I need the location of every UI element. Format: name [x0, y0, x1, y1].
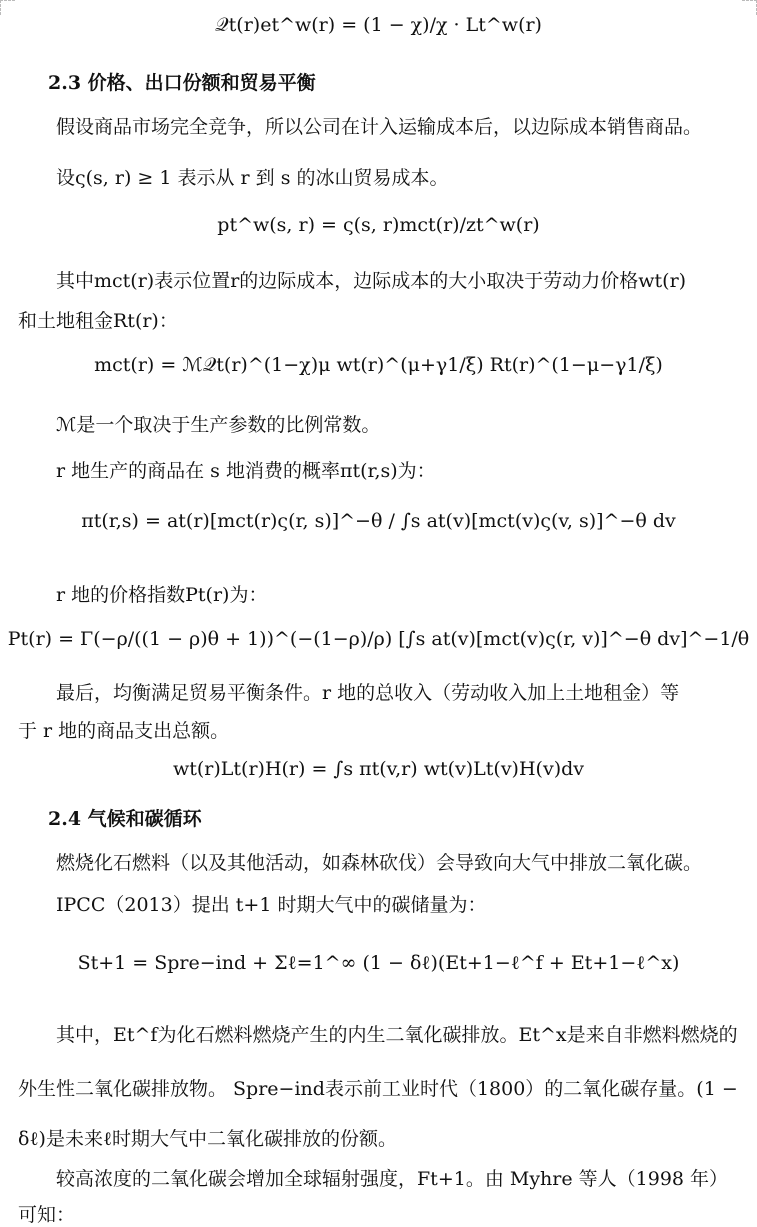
section-heading: 2.4 气候和碳循环: [48, 808, 202, 830]
paragraph-line: r 地的价格指数Pt(r)为：: [56, 584, 268, 606]
paragraph-line: 假设商品市场完全竞争，所以公司在计入运输成本后，以边际成本销售商品。: [56, 116, 703, 138]
paragraph-line: 设ς(s, r) ≥ 1 表示从 r 到 s 的冰山贸易成本。: [56, 167, 449, 189]
paragraph-line: 较高浓度的二氧化碳会增加全球辐射强度，Ft+1。由 Myhre 等人（1998 年）: [56, 1168, 729, 1190]
paragraph-line: 燃烧化石燃料（以及其他活动，如森林砍伐）会导致向大气中排放二氧化碳。: [56, 852, 703, 874]
paragraph-line: 最后，均衡满足贸易平衡条件。r 地的总收入（劳动收入加上土地租金）等: [56, 682, 680, 704]
crop-mark-top-left: [0, 0, 15, 15]
paragraph-line: 其中mct(r)表示位置r的边际成本，边际成本的大小取决于劳动力价格wt(r): [56, 270, 687, 292]
equation-line: 𝒬t(r)et^w(r) = (1 − χ)/χ · Lt^w(r): [215, 14, 542, 36]
paragraph-line: IPCC（2013）提出 t+1 时期大气中的碳储量为：: [56, 894, 487, 916]
paragraph-line: ℳ是一个取决于生产参数的比例常数。: [56, 414, 381, 436]
paragraph-line: 外生性二氧化碳排放物。 Spre−ind表示前工业时代（1800）的二氧化碳存量。(1 −: [18, 1078, 738, 1100]
equation-line: wt(r)Lt(r)H(r) = ∫s πt(v,r) wt(v)Lt(v)H(v)dv: [172, 758, 584, 780]
paragraph-line: 可知：: [18, 1204, 76, 1226]
equation-line: πt(r,s) = at(r)[mct(r)ς(r, s)]^−θ / ∫s at(v)[mct(v)ς(v, s)]^−θ dv: [81, 510, 676, 532]
paragraph-line: 其中，Et^f为化石燃料燃烧产生的内生二氧化碳排放。Et^x是来自非燃料燃烧的: [56, 1024, 738, 1046]
equation-line: mct(r) = ℳ𝒬t(r)^(1−χ)μ wt(r)^(μ+γ1/ξ) Rt(r)^(1−μ−γ1/ξ): [94, 354, 663, 376]
equation-line: Pt(r) = Γ(−ρ/((1 − ρ)θ + 1))^(−(1−ρ)/ρ) [∫s at(v)[mct(v)ς(r, v)]^−θ dv]^−1/θ: [7, 628, 750, 650]
paragraph-line: 于 r 地的商品支出总额。: [18, 720, 230, 742]
crop-mark-top-right: [742, 0, 757, 15]
section-heading: 2.3 价格、出口份额和贸易平衡: [48, 72, 316, 94]
paragraph-line: δℓ)是未来ℓ时期大气中二氧化碳排放的份额。: [18, 1128, 398, 1150]
equation-line: St+1 = Spre−ind + Σℓ=1^∞ (1 − δℓ)(Et+1−ℓ^f + Et+1−ℓ^x): [77, 952, 680, 974]
paragraph-line: r 地生产的商品在 s 地消费的概率πt(r,s)为：: [56, 460, 436, 482]
paragraph-line: 和土地租金Rt(r)：: [18, 310, 178, 332]
equation-line: pt^w(s, r) = ς(s, r)mct(r)/zt^w(r): [217, 214, 540, 236]
